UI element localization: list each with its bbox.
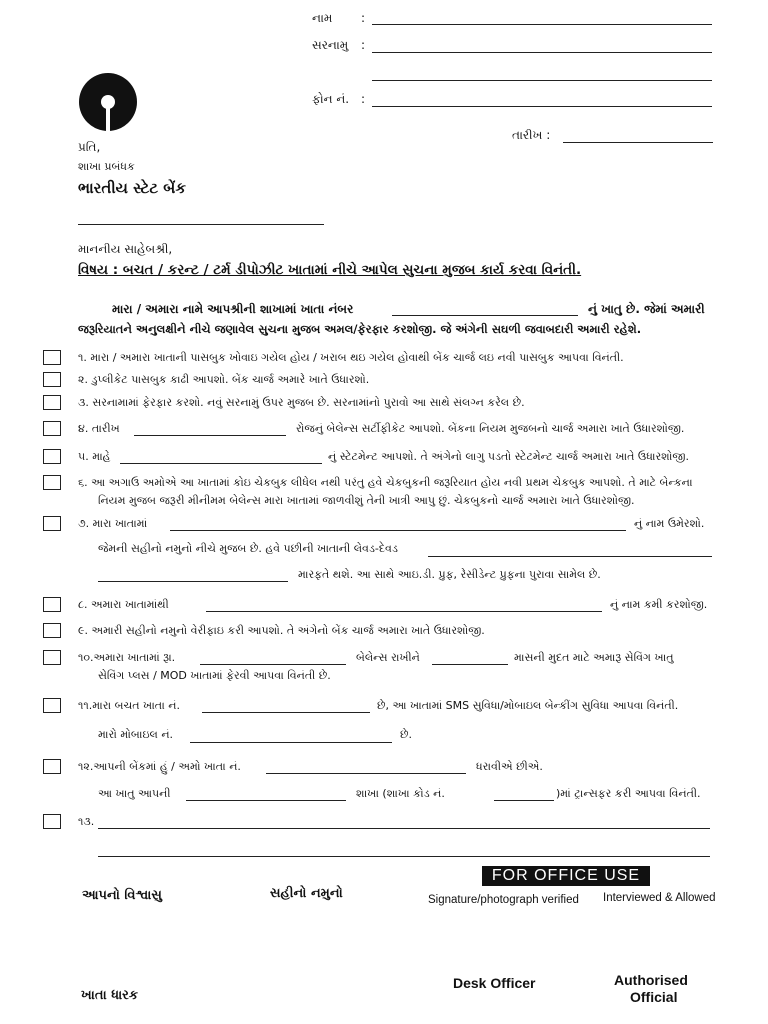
branch-code-field[interactable] xyxy=(494,800,554,801)
address-field-line-1[interactable] xyxy=(372,52,712,53)
remove-name-field[interactable] xyxy=(206,611,602,612)
item-2-checkbox[interactable] xyxy=(43,372,61,387)
salutation: માનનીય સાહેબશ્રી, xyxy=(78,242,173,256)
existing-account-field[interactable] xyxy=(266,773,466,774)
item-10-text-d: સેવિંગ પ્લસ / MOD ખાતામાં ફેરવી આપવા વિનંતી છે. xyxy=(98,669,331,682)
recipient-to: પ્રતિ, xyxy=(78,140,101,154)
phone-colon: : xyxy=(361,92,366,106)
item-4-label: ૪. તારીખ xyxy=(78,422,120,435)
operator-field[interactable] xyxy=(98,581,288,582)
item-1-text: ૧. મારા / અમારા ખાતાની પાસબુક ખોવાઇ ગયેલ હોય / ખરાબ થઇ ગયેલ હોવાથી બેંક ચાર્જ લઇ નવી પાસબુક આપવા વિનંતી. xyxy=(78,351,624,364)
yours-faithfully: આપનો વિશ્વાસુ xyxy=(82,888,162,903)
item-7-label: ૭. મારા ખાતામાં xyxy=(78,517,148,530)
item-2-text: ૨. ડુપ્લીકેટ પાસબુક કાઢી આપશો. બેંક ચાર્જ અમારે ખાતે ઉધારશો. xyxy=(78,373,370,386)
item-8-text: નું નામ કમી કરશોજી. xyxy=(610,598,708,611)
item-9-text: ૯. અમારી સહીનો નમુનો વેરીફાઇ કરી આપશો. તે અંગેનો બેંક ચાર્જ અમારા ખાતે ઉધારશોજી. xyxy=(78,624,485,637)
intro-line-2: જરૂરિયાતને અનુલક્ષીને નીચે જણાવેલ સુચના મુજબ અમલ/ફેરફાર કરશોજી. જે અંગેની સઘળી જવાબદારી અમારી રહેશે. xyxy=(78,322,642,336)
desk-officer-label: Desk Officer xyxy=(453,975,536,991)
balance-amount-field[interactable] xyxy=(200,664,346,665)
item-7-text-3: મારફતે થશે. આ સાથે આઇ.ડી. પ્રુફ, રેસીડેન્ટ પ્રુફના પુરાવા સામેલ છે. xyxy=(298,568,601,581)
add-name-field[interactable] xyxy=(170,530,626,531)
transfer-branch-field[interactable] xyxy=(186,800,346,801)
office-use-banner: FOR OFFICE USE xyxy=(482,866,650,886)
item-4-text: રોજનું બેલેન્સ સર્ટીફીકેટ આપશો. બેંકના નિયમ મુજબનો ચાર્જ અમારા ખાતે ઉધારશોજી. xyxy=(296,422,685,435)
item-12-text-b: ધરાવીએ છીએ. xyxy=(476,760,543,773)
signature-verified-label: Signature/photograph verified xyxy=(428,894,579,906)
item-8-checkbox[interactable] xyxy=(43,597,61,612)
intro-line-1b: નું ખાતુ છે. જેમાં અમારી xyxy=(588,302,705,316)
mobile-suffix: છે. xyxy=(400,728,412,741)
branch-field[interactable] xyxy=(78,224,324,225)
item-6-text-2: નિયમ મુજબ જરૂરી મીનીમમ બેલેન્સ મારા ખાતામાં જાળવીશું તેની ખાત્રી આપુ છું. ચેકબુકનો ચાર્જ અમારા ખાતે ઉધારશોજી. xyxy=(98,494,635,507)
item-8-label: ૮. અમારા ખાતામાંથી xyxy=(78,598,169,611)
date-field[interactable] xyxy=(563,142,713,143)
statement-month-field[interactable] xyxy=(120,463,322,464)
mobile-label: મારો મોબાઇલ નં. xyxy=(98,728,174,741)
official-label: Official xyxy=(630,989,678,1005)
item-6-text-1: ૬. આ અગાઉ અમોએ આ ખાતામાં કોઇ ચેકબુક લીધેલ નથી પરંતુ હવે ચેકબુકની જરૂરિયાત હોય નવી પ્રથમ ચેકબુક આપશો. તે માટે બેન્કના xyxy=(78,476,693,489)
item-1-checkbox[interactable] xyxy=(43,350,61,365)
other-request-field-1[interactable] xyxy=(98,828,710,829)
address-colon: : xyxy=(361,38,366,52)
item-10-label: ૧૦.અમારા ખાતામાં રૂા. xyxy=(78,651,176,664)
item-6-checkbox[interactable] xyxy=(43,475,61,490)
transaction-mode-field[interactable] xyxy=(428,556,712,557)
bank-logo xyxy=(79,73,137,131)
item-7-text-2: જેમની સહીનો નમુનો નીચે મુજબ છે. હવે પછીની ખાતાની લેવડ-દેવડ xyxy=(98,542,398,555)
item-3-text: ૩. સરનામામાં ફેરફાર કરશો. નવું સરનામું ઉપર મુજબ છે. સરનામાંનો પુરાવો આ સાથે સંલગ્ન કરેલ છે. xyxy=(78,396,525,409)
item-3-checkbox[interactable] xyxy=(43,395,61,410)
item-12-text-c: આ ખાતુ આપની xyxy=(98,787,171,800)
item-4-checkbox[interactable] xyxy=(43,421,61,436)
name-colon: : xyxy=(361,11,366,25)
savings-account-field[interactable] xyxy=(202,712,370,713)
item-5-checkbox[interactable] xyxy=(43,449,61,464)
item-10-text-b: બેલેન્સ રાખીને xyxy=(356,651,420,664)
name-label: નામ xyxy=(312,11,333,25)
item-10-checkbox[interactable] xyxy=(43,650,61,665)
other-request-field-2[interactable] xyxy=(98,856,710,857)
item-11-checkbox[interactable] xyxy=(43,698,61,713)
balance-date-field[interactable] xyxy=(134,435,286,436)
item-12-text-d: શાખા (શાખા કોડ નં. xyxy=(356,787,445,800)
item-5-label: ૫. માહે xyxy=(78,450,111,463)
item-9-checkbox[interactable] xyxy=(43,623,61,638)
phone-label: ફોન નં. xyxy=(312,92,350,106)
item-7-checkbox[interactable] xyxy=(43,516,61,531)
item-11-text: છે, આ ખાતામાં SMS સુવિધા/મોબાઇલ બેન્કીંગ સુવિધા આપવા વિનંતી. xyxy=(377,699,679,712)
recipient-bank: ભારતીય સ્ટેટ બેંક xyxy=(78,179,186,197)
item-11-label: ૧૧.મારા બચત ખાતા નં. xyxy=(78,699,180,712)
item-7-text: નું નામ ઉમેરશો. xyxy=(634,517,705,530)
address-label: સરનામુ xyxy=(312,38,349,52)
date-label: તારીખ : xyxy=(512,128,551,142)
item-5-text: નું સ્ટેટમેન્ટ આપશો. તે અંગેનો લાગુ પડતો સ્ટેટમેન્ટ ચાર્જ અમારા ખાતે ઉધારશોજી. xyxy=(328,450,689,463)
item-12-checkbox[interactable] xyxy=(43,759,61,774)
subject-line: વિષય : બચત / કરન્ટ / ટર્મ ડીપોઝીટ ખાતામાં નીચે આપેલ સુચના મુજબ કાર્ય કરવા વિનંતી. xyxy=(78,262,582,278)
address-field-line-2[interactable] xyxy=(372,80,712,81)
intro-line-1a: મારા / અમારા નામે આપશ્રીની શાખામાં ખાતા નંબર xyxy=(112,302,354,316)
item-12-text-e: )માં ટ્રાન્સફર કરી આપવા વિનંતી. xyxy=(556,787,701,800)
interviewed-label: Interviewed & Allowed xyxy=(603,892,716,904)
signature-sample-label: સહીનો નમુનો xyxy=(270,886,343,901)
item-13-checkbox[interactable] xyxy=(43,814,61,829)
mobile-field[interactable] xyxy=(190,742,392,743)
item-12-label: ૧૨.આપની બેંકમાં હું / અમો ખાતા નં. xyxy=(78,760,241,773)
item-13-label: ૧૩. xyxy=(78,815,95,828)
name-field[interactable] xyxy=(372,24,712,25)
authorised-label: Authorised xyxy=(614,972,688,988)
phone-field[interactable] xyxy=(372,106,712,107)
recipient-manager: શાખા પ્રબંધક xyxy=(78,160,135,173)
item-10-text-c: માસની મુદત માટે અમારૂ સેવિંગ ખાતુ xyxy=(514,651,674,664)
account-number-field[interactable] xyxy=(392,315,578,316)
months-field[interactable] xyxy=(432,664,508,665)
account-holder-label: ખાતા ધારક xyxy=(81,988,139,1003)
